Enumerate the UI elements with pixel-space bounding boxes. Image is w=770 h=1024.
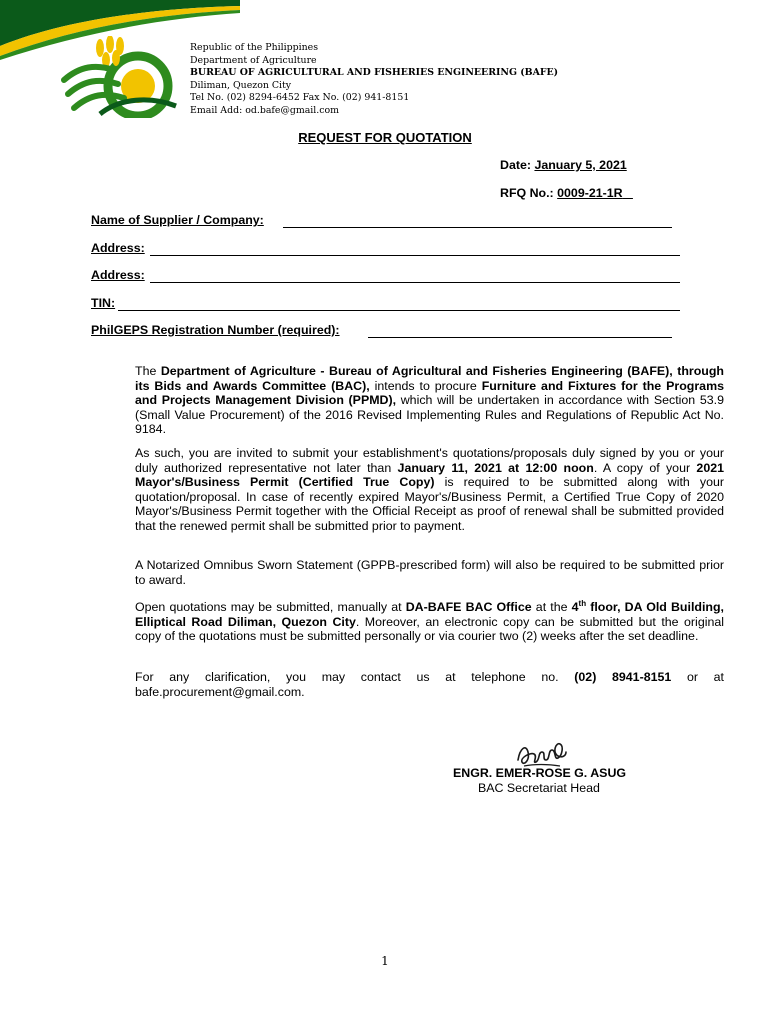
document-title: REQUEST FOR QUOTATION (298, 130, 472, 145)
supplier-field (91, 213, 264, 227)
date-line (500, 158, 627, 172)
address1-field (91, 241, 145, 255)
paragraph-omnibus: A Notarized Omnibus Sworn Statement (GPPB-prescribed form) will also be required to be submitted prior to award. (135, 558, 724, 587)
address1-blank[interactable] (150, 255, 680, 256)
address2-label: Address: (91, 268, 145, 282)
philgeps-label: PhilGEPS Registration Number (required): (91, 323, 340, 337)
rfq-line (500, 186, 633, 200)
agency-header (190, 42, 558, 118)
rfq-label: RFQ No.: (500, 186, 554, 200)
date-value: January 5, 2021 (534, 158, 627, 172)
address2-field (91, 268, 145, 282)
supplier-blank[interactable] (283, 227, 672, 228)
paragraph-intro: The Department of Agriculture - Bureau of Agricultural and Fisheries Engineering (BAFE), through its Bids and Awards Committee (BAC), intends to procure Furniture and Fixtures for the Programs and Projects Management Division (PPMD), which will be undertaken in accordance with Section 53.9 (Small Value Procurement) of the 2016 Revised Implementing Rules and Regulations of Republic Act No. 9184. (135, 364, 724, 437)
header-location: Diliman, Quezon City (190, 79, 292, 91)
tin-blank[interactable] (118, 310, 680, 311)
header-phone: Tel No. (02) 8294-6452 Fax No. (02) 941-8151 (190, 92, 410, 104)
paragraph-venue: Open quotations may be submitted, manually at DA-BAFE BAC Office at the 4th floor, DA Old Building, Elliptical Road Diliman, Quezon City. Moreover, an electronic copy can be submitted but the original copy of the quotations must be submitted personally or via courier two (2) weeks after the set deadline. (135, 598, 724, 644)
signatory-position: BAC Secretariat Head (478, 781, 600, 795)
philgeps-blank[interactable] (368, 337, 672, 338)
tin-label: TIN: (91, 296, 116, 310)
page-number: 1 (381, 954, 389, 968)
header-republic: Republic of the Philippines (190, 42, 319, 53)
date-label: Date: (500, 158, 531, 172)
address2-blank[interactable] (150, 282, 680, 283)
philgeps-field (91, 323, 340, 337)
supplier-label: Name of Supplier / Company: (91, 213, 264, 227)
header-bureau: BUREAU OF AGRICULTURAL AND FISHERIES ENGINEERING (BAFE) (190, 67, 559, 79)
bafe-logo (60, 36, 178, 118)
address1-label: Address: (91, 241, 145, 255)
paragraph-submission: As such, you are invited to submit your establishment's quotations/proposals duly signed by you or your duly authorized representative not later than January 11, 2021 at 12:00 noon. A copy of your 2021 Mayor's/Business Permit (Certified True Copy) is required to be submitted along with your quotation/proposal. In case of recently expired Mayor's/Business Permit, a Certified True Copy of 2020 Mayor's/Business Permit together with the Official Receipt as proof of renewal shall be submitted provided that the renewed permit shall be submitted prior to payment. (135, 446, 724, 533)
signatory-name: ENGR. EMER-ROSE G. ASUG (453, 766, 627, 780)
tin-field (91, 296, 115, 310)
header-email: Email Add: od.bafe@gmail.com (190, 104, 340, 116)
paragraph-contact: For any clarification, you may contact us at telephone no. (02) 8941-8151 or at bafe.procurement@gmail.com. (135, 670, 724, 699)
rfq-value: 0009-21-1R (557, 186, 623, 200)
header-department: Department of Agriculture (190, 54, 317, 66)
